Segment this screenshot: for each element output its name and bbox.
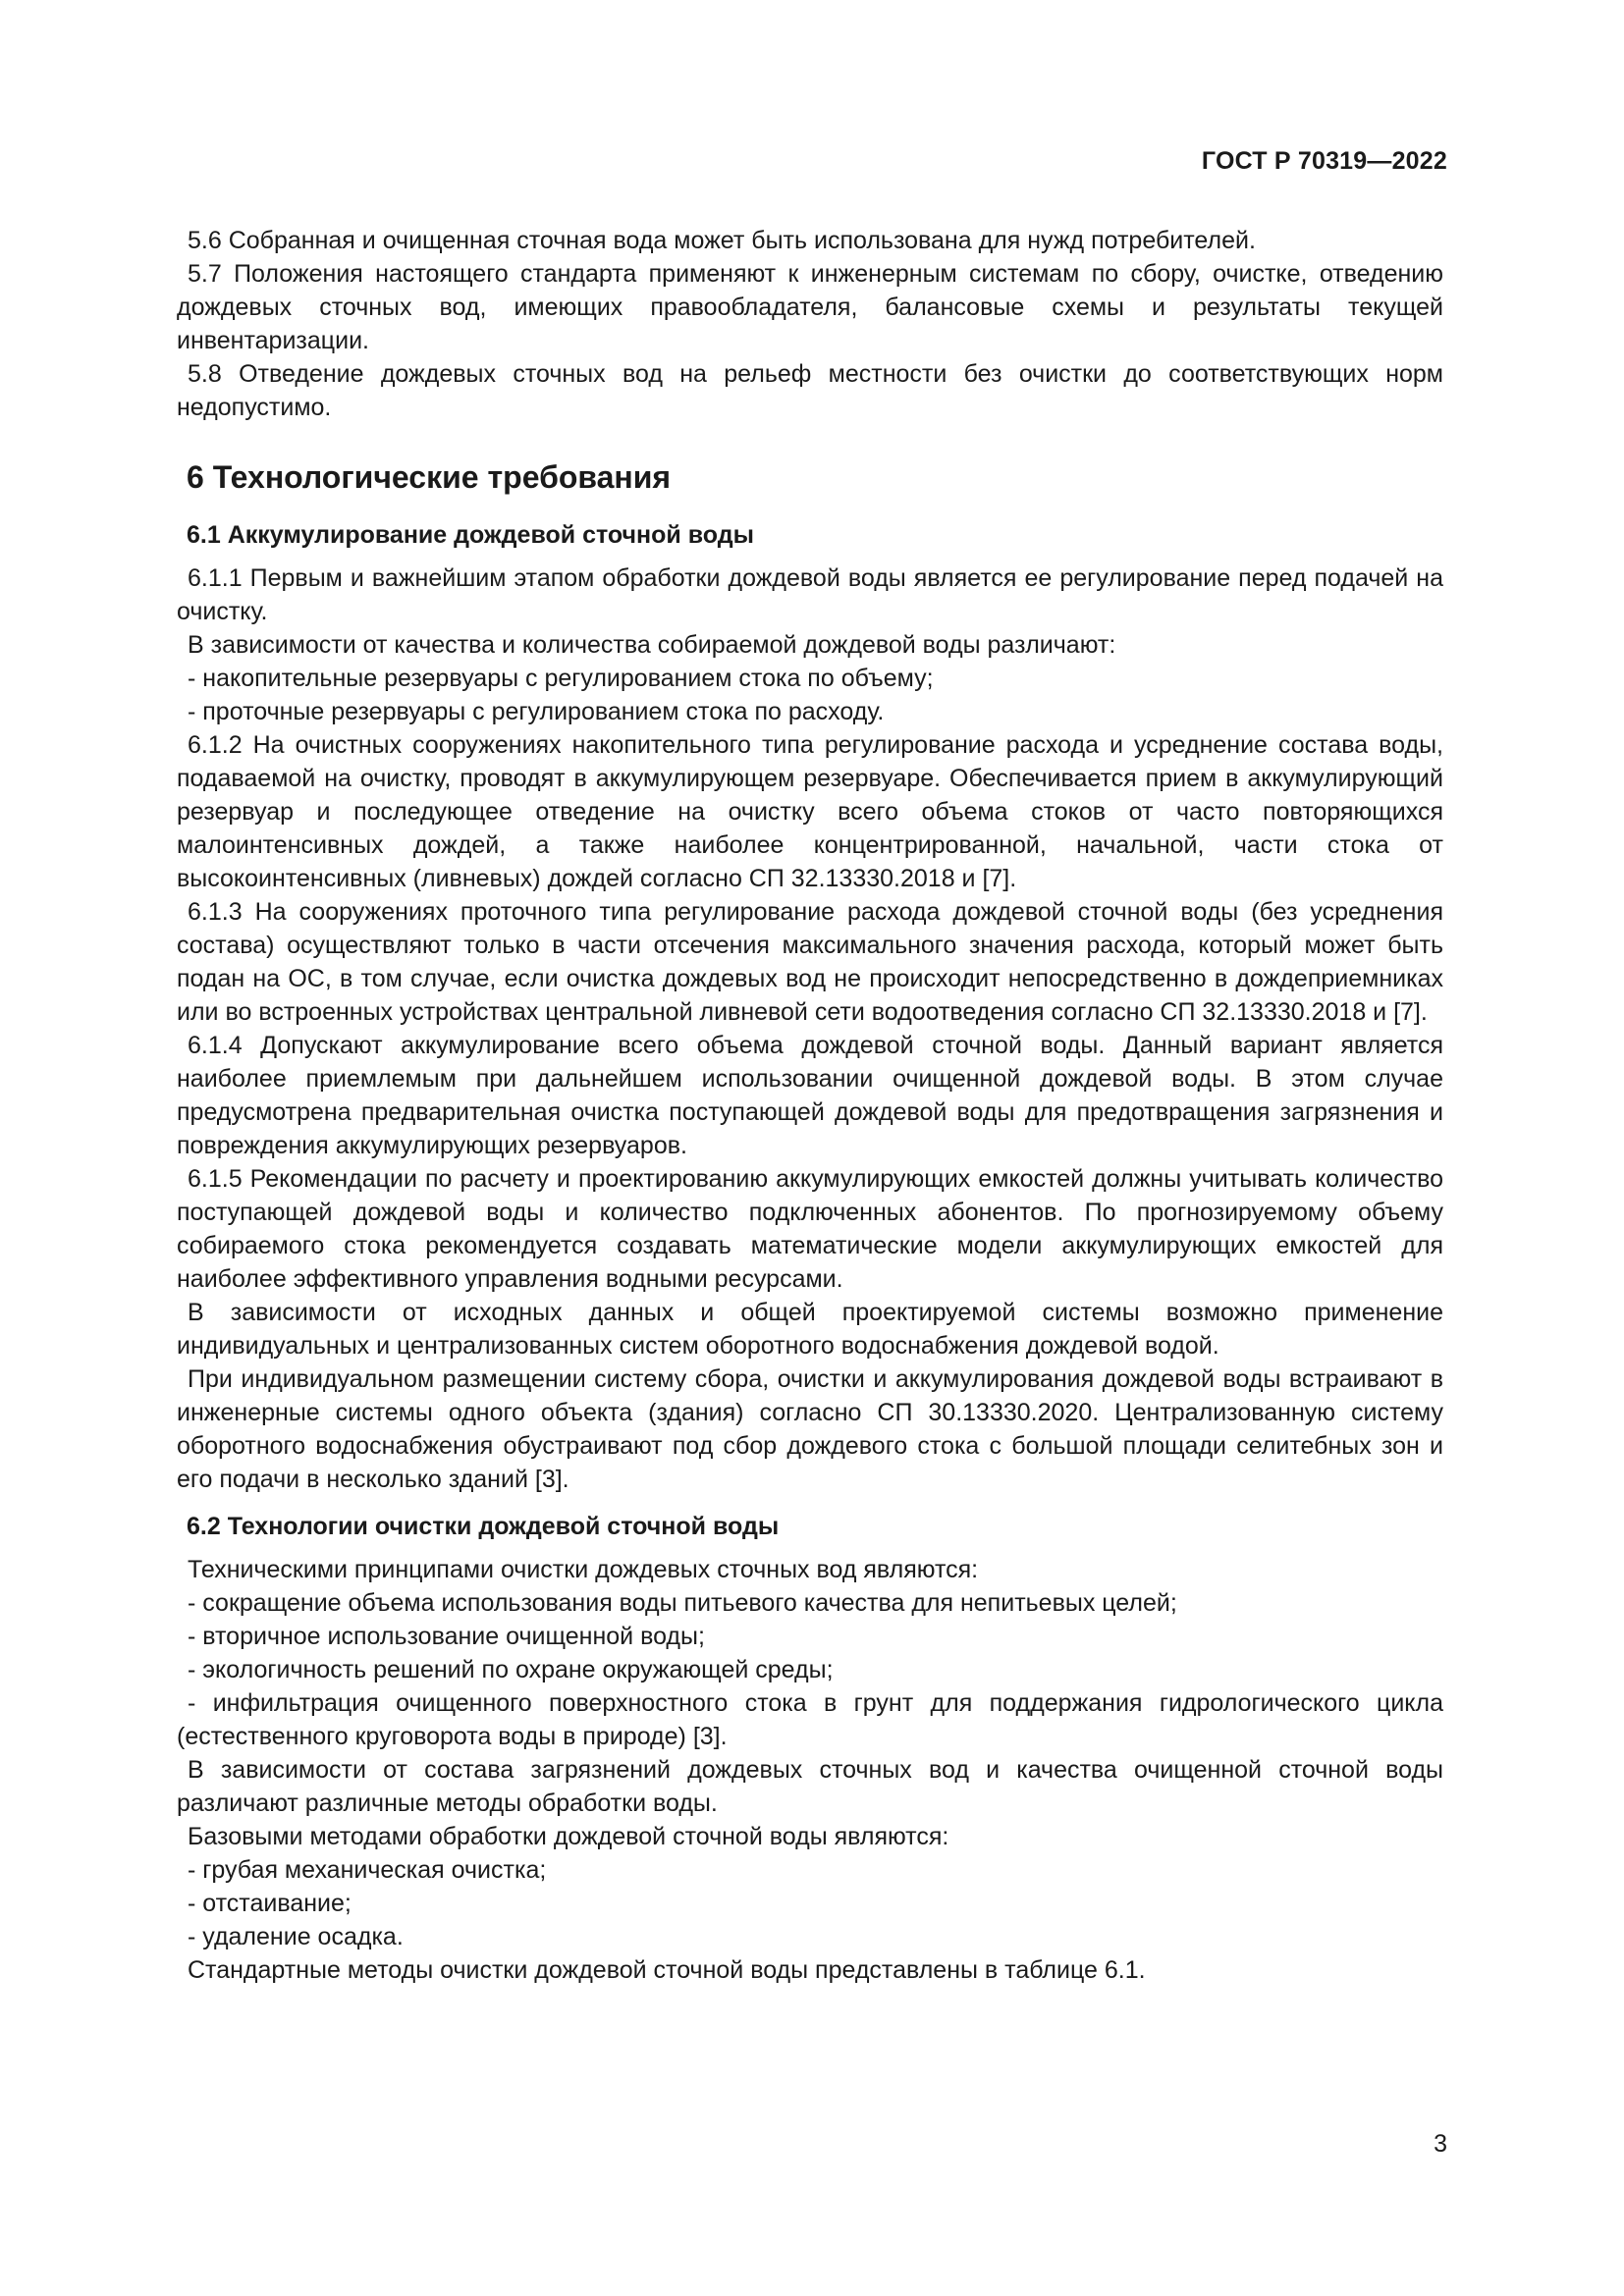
page-number: 3 [1434,2130,1447,2158]
document-body [177,224,1443,1987]
paragraph: В зависимости от исходных данных и общей проектируемой системы возможно применение индивидуальных и централизованных систем оборотного водоснабжения дождевой водой. [177,1299,1443,1360]
list-item: - отстаивание; [188,1890,352,1917]
clause-6-1-4: 6.1.4 Допускают аккумулирование всего объема дождевой сточной воды. Данный вариант является наиболее приемлемым при дальнейшем использовании очищенной дождевой воды. В этом случае предусмотрена предварительная очистка поступающей дождевой воды для предотвращения загрязнения и повреждения аккумулирующих резервуаров. [177,1032,1443,1159]
paragraph: В зависимости от состава загрязнений дождевых сточных вод и качества очищенной сточной воды различают различные методы обработки воды. [177,1756,1443,1817]
list-item: - грубая механическая очистка; [188,1856,547,1884]
paragraph: При индивидуальном размещении систему сбора, очистки и аккумулирования дождевой воды встраивают в инженерные системы одного объекта (здания) согласно СП 30.13330.2020. Централизованную систему оборотного водоснабжения обустраивают под сбор дождевого стока с большой площади селитебных зон и его подачи в несколько зданий [3]. [177,1365,1443,1493]
list-item: - экологичность решений по охране окружающей среды; [188,1656,834,1683]
list-item: - инфильтрация очищенного поверхностного стока в грунт для поддержания гидрологического цикла (естественного круговорота воды в природе) [3]. [177,1689,1443,1750]
clause-6-1-3: 6.1.3 На сооружениях проточного типа регулирование расхода дождевой сточной воды (без усреднения состава) осуществляют только в части отсечения максимального значения расхода, который может быть подан на ОС, в том случае, если очистка дождевых вод не происходит непосредственно в дождеприемниках или во встроенных устройствах центральной ливневой сети водоотведения согласно СП 32.13330.2018 и [7]. [177,898,1443,1026]
paragraph: Базовыми методами обработки дождевой сточной воды являются: [188,1823,949,1850]
section-6-title: 6 Технологические требования [187,459,672,495]
clause-6-1-1: 6.1.1 Первым и важнейшим этапом обработки дождевой воды является ее регулирование перед подачей на очистку. [177,564,1443,625]
paragraph: Техническими принципами очистки дождевых сточных вод являются: [188,1556,979,1583]
subsection-6-2-title: 6.2 Технологии очистки дождевой сточной воды [187,1513,780,1540]
paragraph: Стандартные методы очистки дождевой сточной воды представлены в таблице 6.1. [188,1956,1146,1984]
clause-5-8: 5.8 Отведение дождевых сточных вод на рельеф местности без очистки до соответствующих норм недопустимо. [177,360,1443,421]
subsection-6-1-title: 6.1 Аккумулирование дождевой сточной воды [187,521,754,549]
list-item: - удаление осадка. [188,1923,404,1950]
clause-6-1-5: 6.1.5 Рекомендации по расчету и проектированию аккумулирующих емкостей должны учитывать количество поступающей дождевой воды и количество подключенных абонентов. По прогнозируемому объему собираемого стока рекомендуется создавать математические модели аккумулирующих емкостей для наиболее эффективного управления водными ресурсами. [177,1165,1443,1293]
clause-5-7: 5.7 Положения настоящего стандарта применяют к инженерным системам по сбору, очистке, отведению дождевых сточных вод, имеющих правообладателя, балансовые схемы и результаты текущей инвентаризации. [177,260,1443,354]
document-code-header: ГОСТ Р 70319—2022 [1201,147,1447,175]
list-item: - сокращение объема использования воды питьевого качества для непитьевых целей; [188,1589,1177,1617]
list-item: - вторичное использование очищенной воды; [188,1623,705,1650]
list-item: - накопительные резервуары с регулированием стока по объему; [188,665,934,692]
list-item: - проточные резервуары с регулированием стока по расходу. [188,698,885,725]
paragraph: В зависимости от качества и количества собираемой дождевой воды различают: [188,631,1116,659]
clause-6-1-2: 6.1.2 На очистных сооружениях накопительного типа регулирование расхода и усреднение состава воды, подаваемой на очистку, проводят в аккумулирующем резервуаре. Обеспечивается прием в аккумулирующий резервуар и последующее отведение на очистку всего объема стоков от часто повторяющихся малоинтенсивных дождей, а также наиболее концентрированной, начальной, части стока от высокоинтенсивных (ливневых) дождей согласно СП 32.13330.2018 и [7]. [177,731,1443,892]
clause-5-6: 5.6 Собранная и очищенная сточная вода может быть использована для нужд потребителей. [188,227,1256,254]
